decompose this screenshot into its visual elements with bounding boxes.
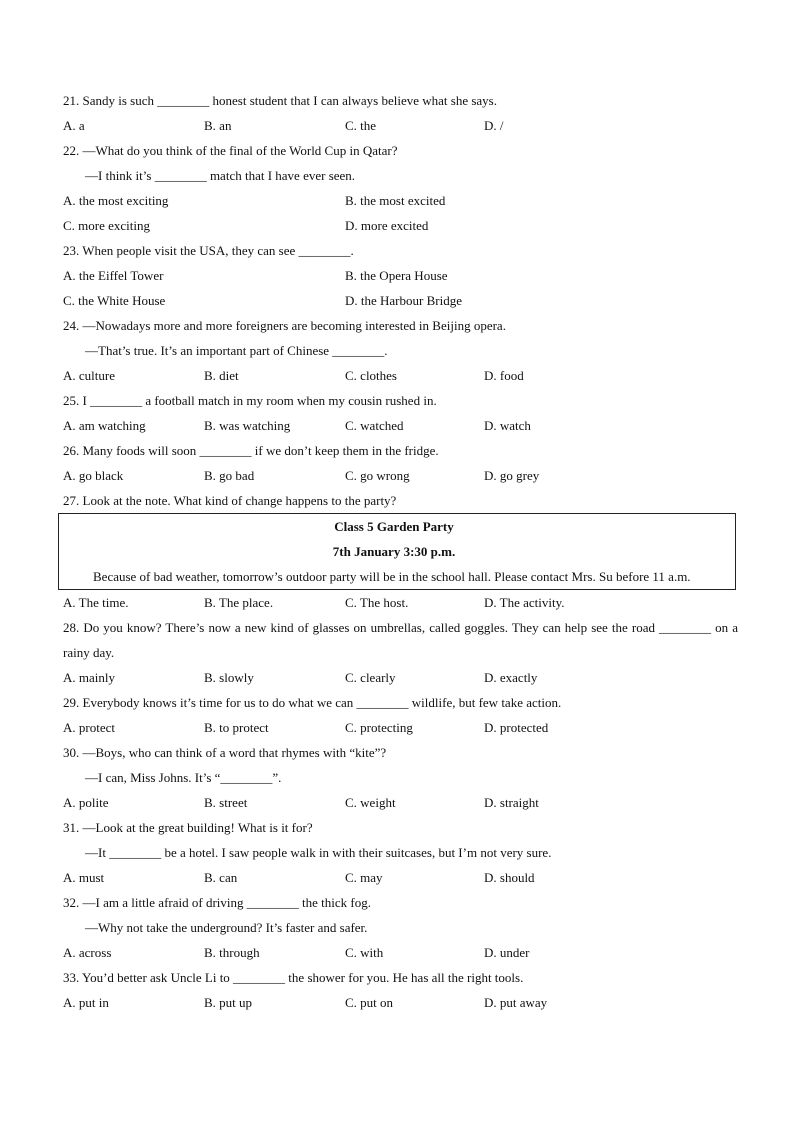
option-b: B. an bbox=[204, 118, 232, 133]
question-24 bbox=[63, 313, 738, 388]
note-body: Because of bad weather, tomorrow’s outdoor party will be in the school hall. Please contact Mrs. Su before 11 a.m. bbox=[93, 569, 691, 584]
option-c: C. The host. bbox=[345, 595, 409, 610]
question-31 bbox=[63, 815, 738, 890]
option-d: D. put away bbox=[484, 995, 548, 1010]
options-row bbox=[63, 288, 738, 313]
question-stem: 28. Do you know? There’s now a new kind of glasses on umbrellas, called goggles. They can help see the road ________ on a rainy day. bbox=[63, 620, 738, 660]
option-d: D. more excited bbox=[345, 218, 429, 233]
option-a: A. go black bbox=[63, 468, 124, 483]
option-b: B. the most excited bbox=[345, 193, 446, 208]
option-c: C. the White House bbox=[63, 293, 166, 308]
option-c: C. with bbox=[345, 945, 384, 960]
options-row bbox=[63, 263, 738, 288]
options-row bbox=[63, 990, 738, 1015]
option-a: A. protect bbox=[63, 720, 115, 735]
option-a: A. polite bbox=[63, 795, 109, 810]
option-b: B. the Opera House bbox=[345, 268, 448, 283]
question-27 bbox=[63, 488, 738, 615]
option-a: A. am watching bbox=[63, 418, 146, 433]
question-stem: 26. Many foods will soon ________ if we don’t keep them in the fridge. bbox=[63, 443, 439, 458]
option-c: C. put on bbox=[345, 995, 394, 1010]
question-stem: 25. I ________ a football match in my room when my cousin rushed in. bbox=[63, 393, 437, 408]
question-22 bbox=[63, 138, 738, 238]
question-stem: 33. You’d better ask Uncle Li to ________ the shower for you. He has all the right tools. bbox=[63, 970, 524, 985]
option-d: D. straight bbox=[484, 795, 539, 810]
options-row bbox=[63, 213, 738, 238]
options-row bbox=[63, 113, 738, 138]
options-row bbox=[63, 413, 738, 438]
options-row bbox=[63, 188, 738, 213]
option-d: D. the Harbour Bridge bbox=[345, 293, 462, 308]
question-28 bbox=[63, 615, 738, 690]
option-c: C. watched bbox=[345, 418, 404, 433]
option-a: A. mainly bbox=[63, 670, 115, 685]
question-29 bbox=[63, 690, 738, 740]
question-23 bbox=[63, 238, 738, 313]
question-stem: 24. —Nowadays more and more foreigners are becoming interested in Beijing opera. bbox=[63, 318, 506, 333]
question-stem-reply: —That’s true. It’s an important part of Chinese ________. bbox=[85, 343, 388, 358]
option-a: A. across bbox=[63, 945, 112, 960]
question-stem: 22. —What do you think of the final of the World Cup in Qatar? bbox=[63, 143, 398, 158]
option-b: B. through bbox=[204, 945, 260, 960]
option-a: A. must bbox=[63, 870, 105, 885]
option-c: C. clothes bbox=[345, 368, 397, 383]
option-d: D. protected bbox=[484, 720, 549, 735]
options-row bbox=[63, 715, 738, 740]
options-row bbox=[63, 665, 738, 690]
question-stem: 32. —I am a little afraid of driving ________ the thick fog. bbox=[63, 895, 371, 910]
option-d: D. The activity. bbox=[484, 595, 565, 610]
exam-page bbox=[63, 88, 738, 1015]
question-stem: 23. When people visit the USA, they can see ________. bbox=[63, 243, 354, 258]
option-b: B. slowly bbox=[204, 670, 254, 685]
question-21 bbox=[63, 88, 738, 138]
option-b: B. put up bbox=[204, 995, 253, 1010]
options-row bbox=[63, 940, 738, 965]
question-stem-reply: —I think it’s ________ match that I have ever seen. bbox=[85, 168, 356, 183]
question-stem-reply: —It ________ be a hotel. I saw people walk in with their suitcases, but I’m not very sure. bbox=[85, 845, 552, 860]
note-title: Class 5 Garden Party bbox=[334, 519, 454, 534]
option-a: A. The time. bbox=[63, 595, 129, 610]
options-row bbox=[63, 363, 738, 388]
option-a: A. put in bbox=[63, 995, 109, 1010]
option-a: A. a bbox=[63, 118, 85, 133]
option-a: A. the most exciting bbox=[63, 193, 169, 208]
options-row bbox=[63, 790, 738, 815]
option-b: B. can bbox=[204, 870, 238, 885]
option-b: B. was watching bbox=[204, 418, 291, 433]
option-b: B. go bad bbox=[204, 468, 255, 483]
option-b: B. to protect bbox=[204, 720, 269, 735]
option-a: A. culture bbox=[63, 368, 115, 383]
option-c: C. the bbox=[345, 118, 377, 133]
option-c: C. more exciting bbox=[63, 218, 151, 233]
question-30 bbox=[63, 740, 738, 815]
option-c: C. protecting bbox=[345, 720, 413, 735]
question-stem-reply: —I can, Miss Johns. It’s “________”. bbox=[85, 770, 282, 785]
question-32 bbox=[63, 890, 738, 965]
question-stem: 21. Sandy is such ________ honest student that I can always believe what she says. bbox=[63, 93, 497, 108]
option-a: A. the Eiffel Tower bbox=[63, 268, 164, 283]
question-stem: 27. Look at the note. What kind of change happens to the party? bbox=[63, 493, 397, 508]
option-d: D. exactly bbox=[484, 670, 538, 685]
option-d: D. / bbox=[484, 118, 504, 133]
option-b: B. street bbox=[204, 795, 248, 810]
question-25 bbox=[63, 388, 738, 438]
option-d: D. go grey bbox=[484, 468, 540, 483]
option-c: C. clearly bbox=[345, 670, 396, 685]
option-c: C. go wrong bbox=[345, 468, 410, 483]
option-d: D. under bbox=[484, 945, 530, 960]
option-d: D. should bbox=[484, 870, 535, 885]
options-row bbox=[63, 463, 738, 488]
question-stem: 30. —Boys, who can think of a word that rhymes with “kite”? bbox=[63, 745, 387, 760]
option-d: D. watch bbox=[484, 418, 531, 433]
question-26 bbox=[63, 438, 738, 488]
option-b: B. The place. bbox=[204, 595, 274, 610]
question-stem: 31. —Look at the great building! What is it for? bbox=[63, 820, 313, 835]
question-stem: 29. Everybody knows it’s time for us to do what we can ________ wildlife, but few take action. bbox=[63, 695, 562, 710]
question-33 bbox=[63, 965, 738, 1015]
option-c: C. weight bbox=[345, 795, 396, 810]
question-stem-reply: —Why not take the underground? It’s faster and safer. bbox=[85, 920, 368, 935]
note-date: 7th January 3:30 p.m. bbox=[332, 544, 456, 559]
note-box bbox=[58, 513, 736, 590]
options-row bbox=[63, 590, 738, 615]
options-row bbox=[63, 865, 738, 890]
option-b: B. diet bbox=[204, 368, 239, 383]
option-c: C. may bbox=[345, 870, 383, 885]
option-d: D. food bbox=[484, 368, 524, 383]
